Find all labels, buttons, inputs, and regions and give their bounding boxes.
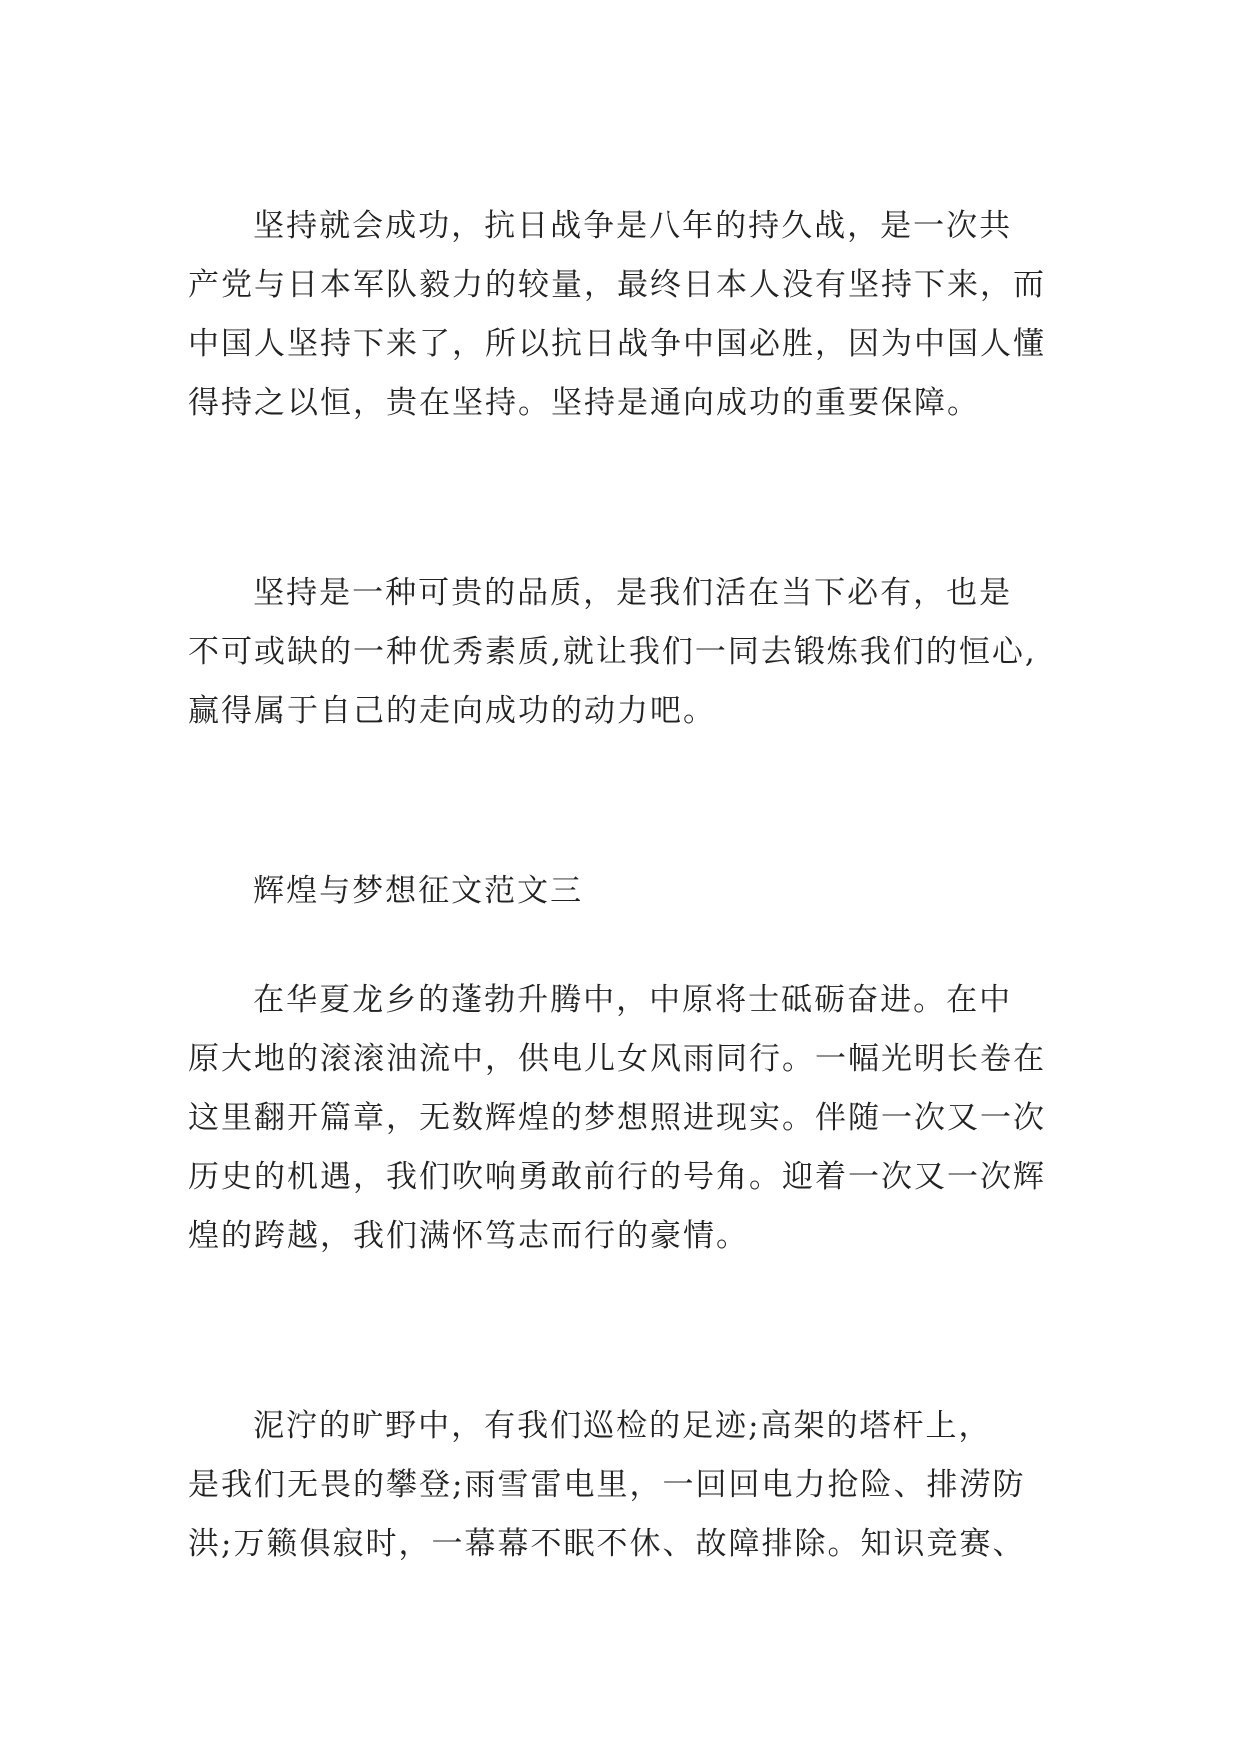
text-line: 坚持就会成功，抗日战争是八年的持久战，是一次共 <box>253 208 1013 244</box>
text-line: 得持之以恒，贵在坚持。坚持是通向成功的重要保障。 <box>188 385 980 421</box>
paragraph-persistence-quality <box>188 564 1048 741</box>
text-line: 原大地的滚滚油流中，供电儿女风雨同行。一幅光明长卷在 <box>188 1041 1046 1077</box>
text-line: 在华夏龙乡的蓬勃升腾中，中原将士砥砺奋进。在中 <box>253 982 1013 1018</box>
text-line: 产党与日本军队毅力的较量，最终日本人没有坚持下来，而 <box>188 267 1046 303</box>
section-heading: 辉煌与梦想征文范文三 <box>253 873 584 909</box>
text-line: 坚持是一种可贵的品质，是我们活在当下必有，也是 <box>253 575 1013 611</box>
text-line: 是我们无畏的攀登;雨雪雷电里，一回回电力抢险、排涝防 <box>188 1467 1026 1503</box>
text-line: 不可或缺的一种优秀素质,就让我们一同去锻炼我们的恒心, <box>188 634 1037 670</box>
text-line: 赢得属于自己的走向成功的动力吧。 <box>188 693 716 729</box>
paragraph-brilliance-dream <box>188 971 1048 1266</box>
paragraph-persistence-success <box>188 197 1048 433</box>
text-line: 历史的机遇，我们吹响勇敢前行的号角。迎着一次又一次辉 <box>188 1159 1046 1195</box>
text-line: 煌的跨越，我们满怀笃志而行的豪情。 <box>188 1218 749 1254</box>
text-line: 洪;万籁俱寂时，一幕幕不眠不休、故障排除。知识竞赛、 <box>188 1526 1026 1562</box>
text-line: 泥泞的旷野中，有我们巡检的足迹;高架的塔杆上， <box>253 1408 992 1444</box>
paragraph-field-work <box>188 1397 1048 1574</box>
text-line: 中国人坚持下来了，所以抗日战争中国必胜，因为中国人懂 <box>188 326 1046 362</box>
text-line: 这里翻开篇章，无数辉煌的梦想照进现实。伴随一次又一次 <box>188 1100 1046 1136</box>
